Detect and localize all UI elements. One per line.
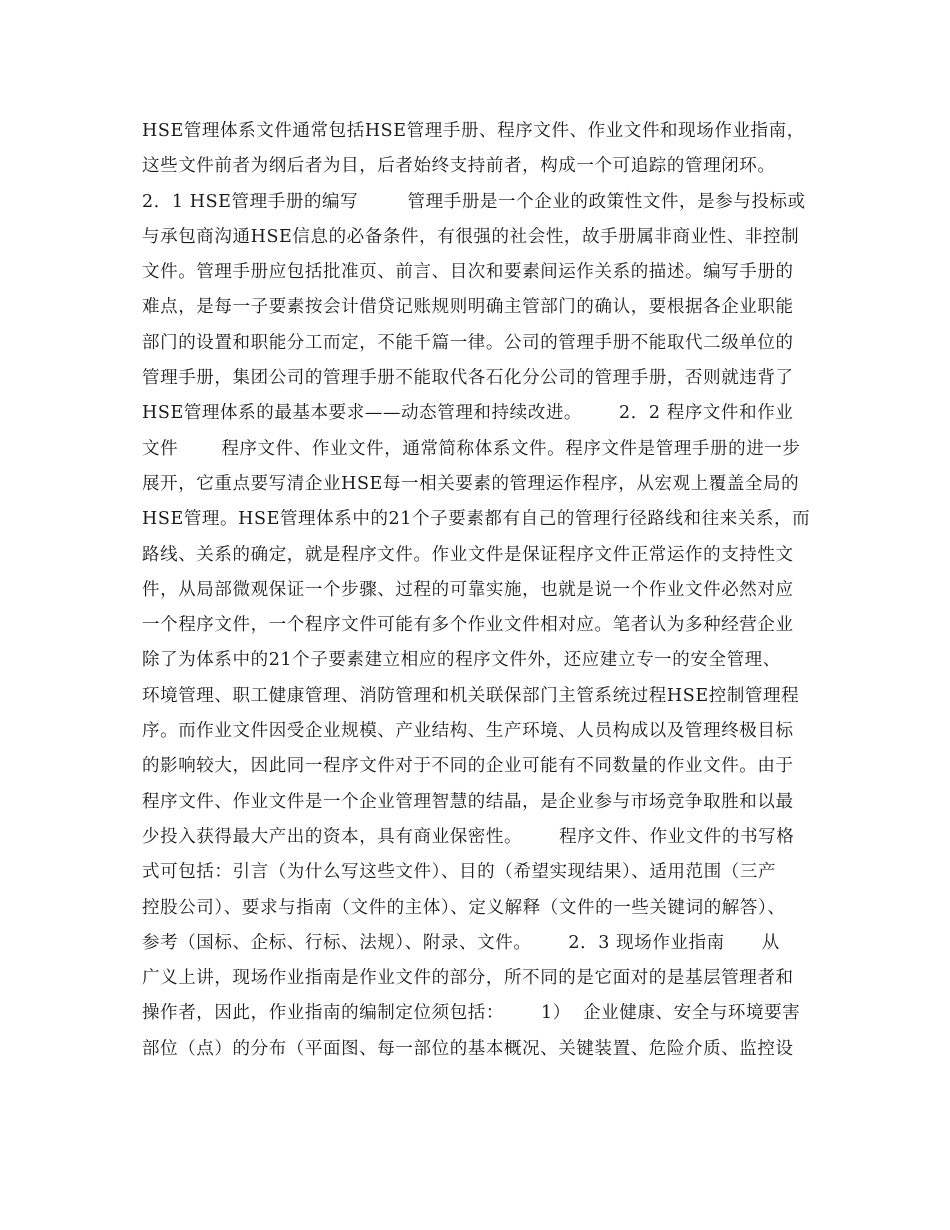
text-line: 路线、关系的确定，就是程序文件。作业文件是保证程序文件正常运作的支持性文 — [142, 544, 794, 565]
text-line: 除了为体系中的21个子要素建立相应的程序文件外，还应建立专一的安全管理、 — [142, 650, 781, 671]
text-line: 部门的设置和职能分工而定，不能千篇一律。公司的管理手册不能取代二级单位的 — [142, 332, 794, 353]
text-line: HSE管理体系文件通常包括HSE管理手册、程序文件、作业文件和现场作业指南， — [142, 121, 805, 141]
text-line: 2．1 HSE管理手册的编写 管理手册是一个企业的政策性文件，是参与投标或 — [142, 191, 806, 212]
text-line: 式可包括：引言（为什么写这些文件）、目的（希望实现结果）、适用范围（三产 — [142, 862, 777, 883]
text-line: HSE管理。HSE管理体系中的21个子要素都有自己的管理行径路线和往来关系，而 — [142, 509, 811, 530]
text-line: HSE管理体系的最基本要求——动态管理和持续改进。 2．2 程序文件和作业 — [142, 403, 794, 424]
text-line: 环境管理、职工健康管理、消防管理和机关联保部门主管系统过程HSE控制管理程 — [142, 685, 800, 706]
text-line: 难点，是每一子要素按会计借贷记账规则明确主管部门的确认，要根据各企业职能 — [142, 297, 794, 318]
text-line: 序。而作业文件因受企业规模、产业结构、生产环境、人员构成以及管理终极目标 — [142, 721, 794, 742]
text-line: 程序文件、作业文件是一个企业管理智慧的结晶，是企业参与市场竞争取胜和以最 — [142, 791, 794, 812]
text-line: 件，从局部微观保证一个步骤、过程的可靠实施，也就是说一个作业文件必然对应 — [142, 579, 794, 600]
text-line: 展开，它重点要写清企业HSE每一相关要素的管理运作程序，从宏观上覆盖全局的 — [142, 473, 800, 494]
body-text — [142, 114, 832, 1067]
text-line: 与承包商沟通HSE信息的必备条件，有很强的社会性，故手册属非商业性、非控制 — [142, 226, 800, 247]
text-line: 一个程序文件，一个程序文件可能有多个作业文件相对应。笔者认为多种经营企业 — [142, 615, 794, 636]
text-line: 控股公司）、要求与指南（文件的主体）、定义解释（文件的一些关键词的解答）、 — [142, 897, 786, 918]
text-line: 少投入获得最大产出的资本，具有商业保密性。 程序文件、作业文件的书写格 — [142, 826, 795, 847]
text-line: 的影响较大，因此同一程序文件对于不同的企业可能有不同数量的作业文件。由于 — [142, 756, 794, 777]
text-line: 文件。管理手册应包括批准页、前言、目次和要素间运作关系的描述。编写手册的 — [142, 262, 794, 283]
text-line: 操作者，因此，作业指南的编制定位须包括： 1） 企业健康、安全与环境要害 — [142, 1003, 801, 1024]
text-line: 广义上讲，现场作业指南是作业文件的部分，所不同的是它面对的是基层管理者和 — [142, 968, 794, 989]
text-line: 部位（点）的分布（平面图、每一部位的基本概况、关键装置、危险介质、监控设 — [142, 1038, 794, 1059]
text-line: 管理手册，集团公司的管理手册不能取代各石化分公司的管理手册，否则就违背了 — [142, 368, 794, 389]
text-line: 参考（国标、企标、行标、法规）、附录、文件。 2．3 现场作业指南 从 — [142, 932, 780, 953]
text-line: 这些文件前者为纲后者为目，后者始终支持前者，构成一个可追踪的管理闭环。 — [142, 156, 776, 177]
text-line: 文件 程序文件、作业文件，通常简称体系文件。程序文件是管理手册的进一步 — [142, 438, 801, 459]
